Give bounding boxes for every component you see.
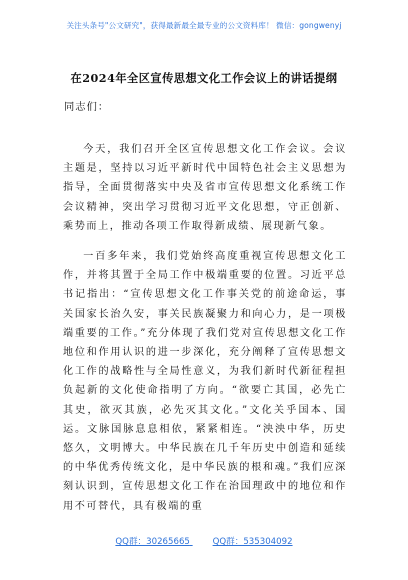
salutation: 同志们： [64, 101, 110, 113]
paragraph: 今天，我们召开全区宣传思想文化工作会议。会议主题是，坚持以习近平新时代中国特色社会主义思想为指导，全面贯彻落实中央及省市宣传思想文化系统工作会议精神，突出学习贯彻习近平文化思想，守正创新、乘势而上，推动各项工作取得新成绩、展现新气象。 [63, 144, 347, 232]
footer-contact [0, 535, 408, 547]
top-banner: 关注头条号"公文研究"，获得最新最全最专业的公文资料库！ 微信：gongwenyj [66, 21, 342, 30]
qq-group-link[interactable]: QQ群：535304092 [212, 537, 293, 547]
paragraph: 一百多年来，我们党始终高度重视宣传思想文化工作，并将其置于全局工作中极端重要的位置。习近平总书记指出：“宣传思想文化工作事关党的前途命运，事关国家长治久安，事关民族凝聚力和向心力，是一项极端重要的工作。”充分体现了我们党对宣传思想文化工作地位和作用认识的进一步深化，充分阐释了宣传思想文化工作的战略性与全局性意义，为我们新时代新征程担负起新的文化使命指明了方向。“欲要亡其国，必先亡其史，欲灭其族，必先灭其文化。”文化关乎国本、国运。文脉国脉息息相依，紧紧相连。“泱泱中华，历史悠久，文明博大。中华民族在几千年历史中创造和延续的中华优秀传统文化，是中华民族的根和魂。”我们应深刻认识到，宣传思想文化工作在治国理政中的地位和作用不可替代，具有极端的重 [63, 251, 347, 512]
document-body [63, 140, 347, 527]
qq-group-link[interactable]: QQ群：30265665 [115, 537, 190, 547]
document-title: 在2024年全区宣传思想文化工作会议上的讲话提纲 [70, 71, 338, 85]
